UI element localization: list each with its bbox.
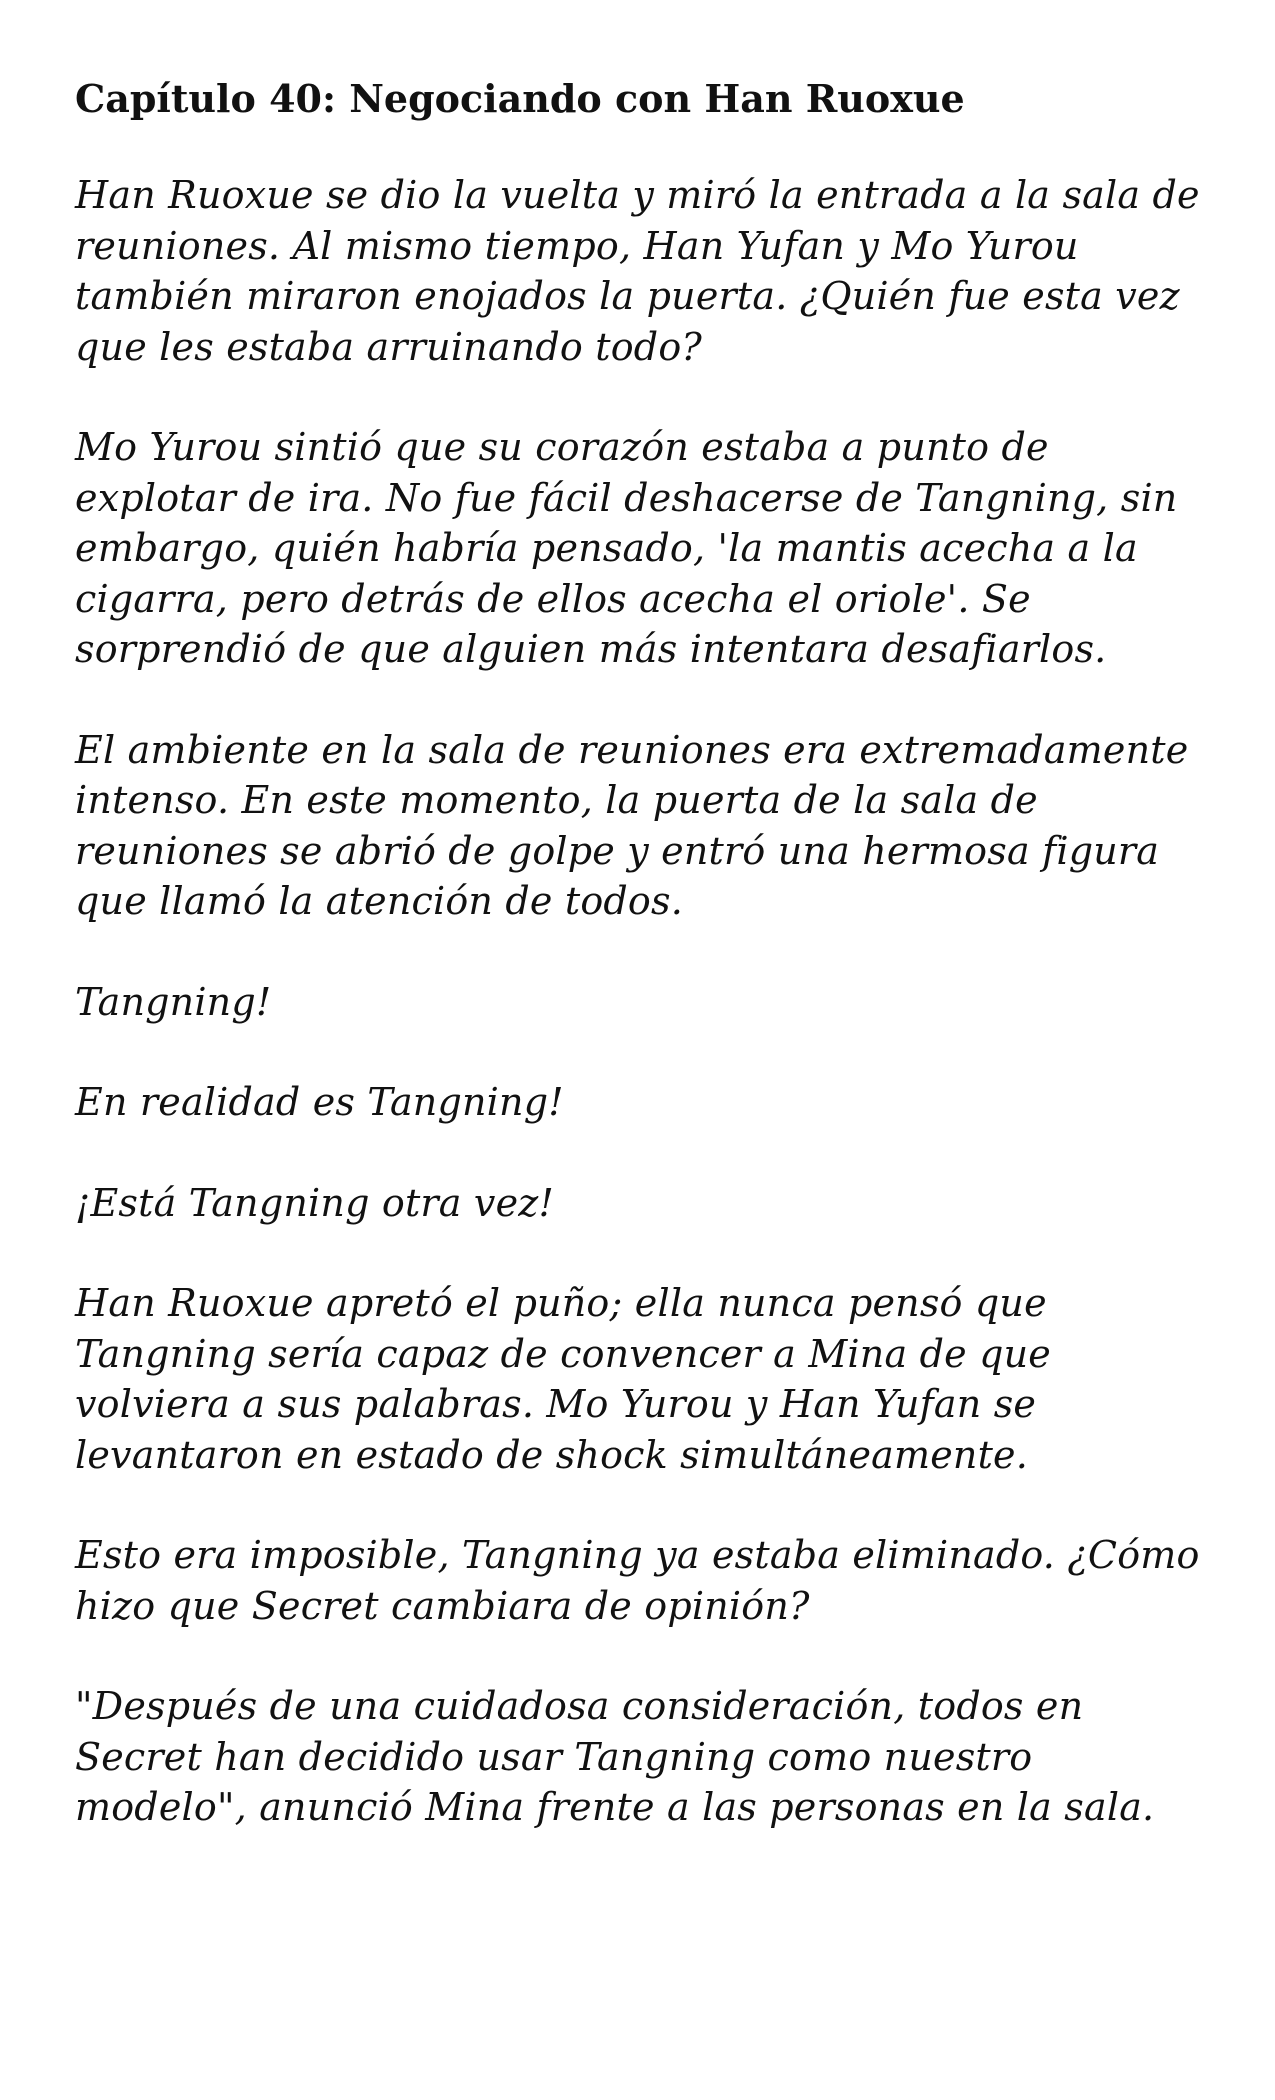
- paragraph: "Después de una cuidadosa consideración, todos en Secret han decidido usar Tangning como nuestro modelo", anunció Mina frente a las personas en la sala.: [75, 1684, 1155, 1829]
- paragraph: Han Ruoxue apretó el puño; ella nunca pensó que Tangning sería capaz de convencer a Mina de que volviera a sus palabras. Mo Yurou y Han Yufan se levantaron en estado de shock simultáneamente.: [75, 1281, 1051, 1477]
- paragraph: Esto era imposible, Tangning ya estaba eliminado. ¿Cómo hizo que Secret cambiara de opinión?: [75, 1533, 1200, 1628]
- paragraph: El ambiente en la sala de reuniones era extremadamente intenso. En este momento, la puerta de la sala de reuniones se abrió de golpe y entró una hermosa figura que llamó la atención de todos.: [75, 727, 1189, 923]
- paragraph: ¡Está Tangning otra vez!: [75, 1180, 554, 1225]
- paragraph: Mo Yurou sintió que su corazón estaba a punto de explotar de ira. No fue fácil deshacerse de Tangning, sin embargo, quién habría pensado, 'la mantis acecha a la cigarra, pero detrás de ellos acecha el oriole'. Se sorprendió de que alguien más intentara desafiarlos.: [75, 425, 1178, 671]
- paragraph: En realidad es Tangning!: [75, 1080, 564, 1124]
- chapter-title: Capítulo 40: Negociando con Han Ruoxue: [75, 76, 965, 121]
- document-page: [75, 70, 1215, 1883]
- paragraph: Han Ruoxue se dio la vuelta y miró la entrada a la sala de reuniones. Al mismo tiempo, Han Yufan y Mo Yurou también miraron enojados la puerta. ¿Quién fue esta vez que les estaba arruinando todo?: [75, 173, 1200, 369]
- paragraph: Tangning!: [75, 979, 272, 1024]
